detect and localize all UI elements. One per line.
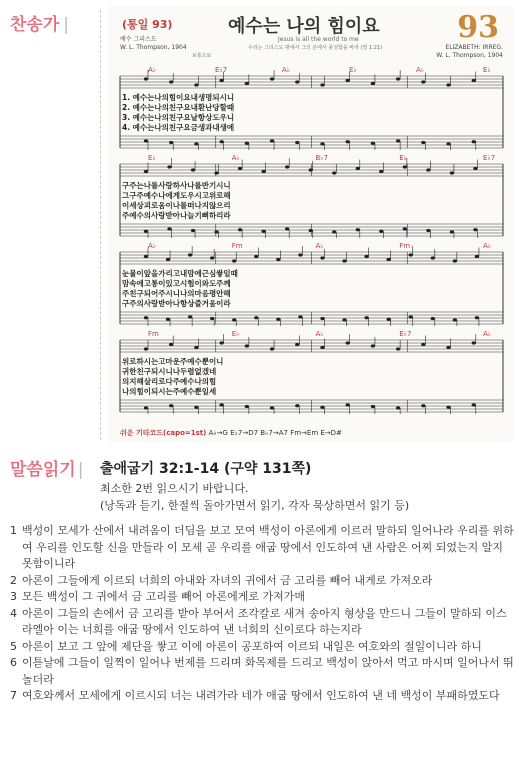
note-head [169, 141, 173, 144]
note-head [379, 230, 383, 233]
note-head [320, 406, 324, 409]
note-head [473, 228, 477, 231]
note-head [166, 258, 170, 261]
verse-item [10, 639, 515, 656]
hymn-number: 93 [457, 10, 499, 45]
verse-number: 3 [10, 590, 17, 603]
lyric-line: 귀한친구되시니나두렴없겠네 [122, 367, 217, 376]
note-head [276, 318, 280, 321]
note-head [309, 168, 313, 171]
note-head [232, 318, 236, 321]
chord-label: Fm [399, 242, 411, 250]
note-head [295, 80, 299, 83]
note-head [295, 404, 299, 407]
note-head [446, 406, 450, 409]
verse-item [10, 688, 515, 705]
note-head [332, 230, 336, 233]
hymn-section-title: 찬송가 [10, 15, 60, 35]
note-head [473, 167, 477, 170]
chord-label: E♭ [399, 154, 407, 162]
note-head [342, 259, 346, 262]
note-head [332, 171, 336, 174]
note-head [254, 316, 258, 319]
lyric-line: 1. 예수는나의힘이요내생명되시니 [122, 93, 235, 102]
reading-section-title: 말씀읽기 [10, 460, 76, 480]
note-head [371, 344, 375, 347]
note-head [472, 79, 476, 82]
chord-label: A♭ [483, 242, 492, 250]
chord-label: A♭ [315, 330, 324, 338]
verse-text: 아론이 그들의 손에서 금 고리를 받아 부어서 조각칼로 새겨 송아지 형상을 만드니 그들이 말하되 이스라엘아 이는 너희를 애굽 땅에서 인도하여 낸 너희의 신이로다 하는지라 [22, 606, 507, 636]
reading-note-line1: 최소한 2번 읽으시기 바랍니다. [100, 482, 249, 495]
note-head [261, 230, 265, 233]
verse-text: 모든 백성이 그 귀에서 금 고리를 빼어 아론에게로 가져가매 [22, 590, 305, 603]
chord-label: E♭7 [215, 66, 228, 74]
note-head [450, 230, 454, 233]
note-head [254, 255, 258, 258]
note-head [403, 165, 407, 168]
hymn-tempo: 보통으로 [192, 53, 212, 59]
note-head [320, 142, 324, 145]
note-head [320, 256, 324, 259]
lyric-line: 주예수의사랑받아나늘기뻐하리라 [122, 211, 231, 220]
chord-label: E♭ [349, 66, 357, 74]
chord-label: Fm [148, 330, 159, 338]
verse-item [10, 606, 515, 639]
verse-text: 백성이 모세가 산에서 내려옴이 더딤을 보고 모여 백성이 아론에게 이르러 말하되 일어나라 우리를 위하여 우리를 인도할 신을 만들라 이 모세 곧 우리를 애굽 땅에서 인도하여 낸 사람은 어찌 되었는지 알지 못함이니라 [22, 524, 514, 570]
note-head [238, 228, 242, 231]
note-head [453, 259, 457, 262]
lyric-line: 이세상괴로움이나를떠나지않으리 [122, 201, 231, 210]
verse-number: 7 [10, 689, 17, 702]
verse-number: 2 [10, 573, 17, 587]
section-divider [100, 10, 101, 440]
music-score [108, 64, 513, 420]
hymn-lyricist [120, 36, 187, 52]
note-head [210, 256, 214, 259]
verse-text: 아론이 그들에게 이르되 너희의 아내와 자녀의 귀에서 금 고리를 빼어 내게로 가져오라 [22, 573, 433, 587]
lyricist-title: 예수 그리스도 [120, 36, 157, 43]
note-head [472, 403, 476, 406]
note-head [298, 253, 302, 256]
note-head [285, 227, 289, 230]
note-head [396, 77, 400, 80]
note-head [276, 258, 280, 261]
chord-label: A♭ [148, 66, 157, 74]
hymn-section-label [10, 10, 69, 35]
note-head [214, 171, 218, 174]
note-head [261, 170, 265, 173]
note-head [356, 228, 360, 231]
composer-name: W. L. Thompson, 1904 [436, 52, 503, 59]
note-head [346, 403, 350, 406]
note-head [356, 167, 360, 170]
note-head [144, 77, 148, 80]
note-head [320, 83, 324, 86]
note-head [409, 253, 413, 256]
hymn-section-separator: | [63, 15, 70, 35]
note-head [245, 142, 249, 145]
lyric-line: 주친구되어주시니나의마음평안해 [122, 289, 231, 298]
note-head [320, 317, 324, 320]
lyric-line: 눈물이앞을가리고내맘에근심쌓일때 [122, 269, 238, 278]
lyric-line: 3. 예수는나의친구요날항상도우니 [122, 113, 235, 122]
lyric-line: 맘속에고통이있고시험이와도주께 [122, 279, 231, 288]
chord-label: E♭7 [483, 154, 496, 162]
note-head [409, 315, 413, 318]
guitar-chord-note [120, 428, 342, 438]
note-head [346, 341, 350, 344]
note-head [320, 346, 324, 349]
verse-number: 5 [10, 639, 17, 653]
note-head [194, 346, 198, 349]
note-head [191, 229, 195, 232]
note-head [245, 82, 249, 85]
lyric-line: 의지해살리로다주예수나의힘 [122, 377, 217, 386]
note-head [346, 140, 350, 143]
lyric-line: 구주의사랑받아나항상즐거움이라 [122, 299, 231, 308]
note-head [386, 258, 390, 261]
hymn-title: 예수는 나의 힘이요 [228, 16, 380, 37]
note-head [295, 343, 299, 346]
chord-note-label: 쉬운 기타코드(capo=1st) [120, 429, 207, 437]
note-head [144, 230, 148, 233]
chord-label: A♭ [416, 66, 425, 74]
note-head [421, 80, 425, 83]
note-head [169, 343, 173, 346]
note-head [446, 83, 450, 86]
note-head [396, 406, 400, 409]
note-head [167, 165, 171, 168]
note-head [169, 404, 173, 407]
verse-item [10, 573, 515, 590]
note-head [144, 139, 148, 142]
chord-label: A♭ [231, 154, 240, 162]
note-head [386, 318, 390, 321]
note-head [364, 316, 368, 319]
verse-item [10, 655, 515, 688]
note-head [270, 139, 274, 142]
note-head [431, 317, 435, 320]
note-head [270, 77, 274, 80]
note-head [298, 315, 302, 318]
chord-note-text: A♭→G E♭7→D7 B♭7→A7 Fm→Em E→D# [208, 429, 342, 437]
note-head [309, 229, 313, 232]
verse-text: 아론이 보고 그 앞에 제단을 쌓고 이에 아론이 공포하여 이르되 내일은 여호와의 절일이니라 하니 [22, 639, 482, 653]
note-head [472, 341, 476, 344]
note-head [169, 80, 173, 83]
chord-label: E♭ [483, 66, 491, 74]
note-head [144, 406, 148, 409]
note-head [219, 79, 223, 82]
note-head [446, 346, 450, 349]
lyric-line: 그구주예수나에게도우시고위로해 [122, 191, 231, 200]
note-head [475, 255, 479, 258]
hymn-scripture-ref: 우리는 그리스도 밖에서 그의 손에서 풍성함을 바라 (빌 1:21) [248, 45, 383, 51]
reading-section-separator: | [77, 460, 84, 480]
composer-meter: ELIZABETH: IRREG. [445, 44, 503, 51]
note-head [188, 315, 192, 318]
note-head [379, 170, 383, 173]
note-head [219, 140, 223, 143]
note-head [219, 341, 223, 344]
note-head [166, 318, 170, 321]
note-head [396, 347, 400, 350]
note-head [396, 139, 400, 142]
note-head [194, 83, 198, 86]
chord-label: A♭ [282, 66, 291, 74]
chord-label: E♭ [148, 154, 156, 162]
note-head [295, 141, 299, 144]
note-head [245, 405, 249, 408]
note-head [371, 82, 375, 85]
chord-label: A♭ [148, 242, 157, 250]
note-head [426, 168, 430, 171]
verse-number: 6 [10, 656, 17, 669]
note-head [371, 142, 375, 145]
note-head [194, 406, 198, 409]
note-head [421, 343, 425, 346]
note-head [188, 253, 192, 256]
note-head [421, 404, 425, 407]
reading-reference: 출애굽기 32:1-14 (구약 131쪽) [100, 461, 312, 477]
note-head [238, 167, 242, 170]
note-head [431, 256, 435, 259]
note-head [475, 316, 479, 319]
note-head [144, 316, 148, 319]
verse-number: 1 [10, 524, 17, 537]
hymn-unified-number: (통일 93) [122, 18, 173, 31]
lyric-line: 구주는나를사랑하사나를반기시니 [122, 181, 231, 190]
note-head [167, 227, 171, 230]
verse-text: 이튿날에 그들이 일찍이 일어나 번제를 드리며 화목제를 드리고 백성이 앉아서 먹고 마시며 일어나서 뛰놀더라 [22, 656, 514, 686]
chord-label: Fm [231, 242, 243, 250]
note-head [210, 317, 214, 320]
hymn-composer [436, 44, 503, 60]
lyric-line: 4. 예수는나의친구요금생과내생에 [122, 123, 235, 132]
chord-label: E♭7 [399, 330, 412, 338]
note-head [144, 170, 148, 173]
lyric-line: 위로하시는고마운주예수뿐이니 [122, 357, 224, 366]
note-head [364, 255, 368, 258]
note-head [346, 79, 350, 82]
lyricist-name: W. L. Thompson, 1904 [120, 44, 187, 51]
note-head [426, 229, 430, 232]
chord-label: A♭ [483, 330, 492, 338]
chord-label: B♭7 [315, 154, 329, 162]
verse-item [10, 523, 515, 573]
note-head [219, 403, 223, 406]
note-head [342, 318, 346, 321]
hymn-sheet [108, 6, 513, 442]
note-head [270, 347, 274, 350]
note-head [194, 142, 198, 145]
hymn-english-title: Jesus is all the world to me [278, 36, 359, 43]
note-head [245, 344, 249, 347]
verse-number: 4 [10, 606, 17, 620]
chord-label: E♭ [231, 330, 240, 338]
verse-text: 여호와께서 모세에게 이르시되 너는 내려가라 네가 애굽 땅에서 인도하여 낸 네 백성이 부패하였도다 [22, 689, 500, 702]
note-head [472, 140, 476, 143]
note-head [421, 141, 425, 144]
reading-instructions [100, 480, 409, 514]
note-head [371, 405, 375, 408]
reading-note-line2: (낭독과 듣기, 한절씩 돌아가면서 읽기, 각자 묵상하면서 읽기 등) [100, 499, 410, 512]
note-head [191, 168, 195, 171]
note-head [214, 230, 218, 233]
note-head [450, 171, 454, 174]
note-head [285, 165, 289, 168]
scripture-verses [10, 523, 515, 705]
chord-label: A♭ [315, 242, 324, 250]
note-head [453, 318, 457, 321]
note-head [446, 142, 450, 145]
reading-section-label [10, 455, 83, 480]
verse-item [10, 589, 515, 606]
lyric-line: 나의힘이되시는주예수뿐일세 [122, 387, 217, 396]
note-head [144, 347, 148, 350]
note-head [403, 227, 407, 230]
lyric-line: 2. 예수는나의친구요내환난당할때 [122, 103, 235, 112]
note-head [144, 255, 148, 258]
note-head [232, 259, 236, 262]
note-head [270, 406, 274, 409]
